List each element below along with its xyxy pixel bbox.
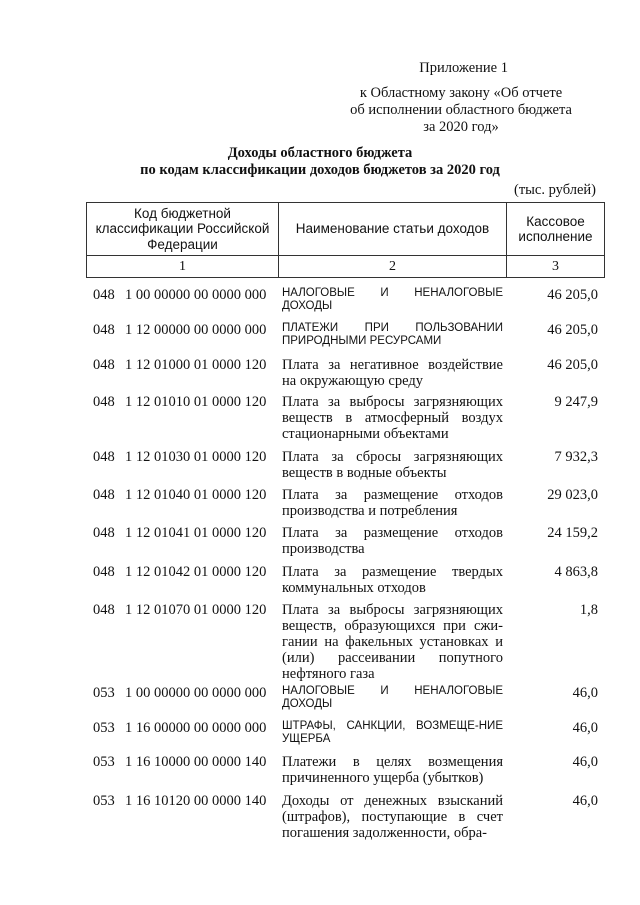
income-name: НАЛОГОВЫЕ И НЕНАЛОГОВЫЕ ДОХОДЫ <box>282 685 503 710</box>
amount-value: 1,8 <box>579 602 598 618</box>
income-name: Плата за размещение твердых коммунальных отходов <box>282 564 503 596</box>
admin-code: 048 <box>93 357 115 373</box>
table-header <box>86 202 605 278</box>
amount-value: 9 247,9 <box>554 394 598 410</box>
amount-value: 46 205,0 <box>547 287 598 303</box>
income-code: 1 12 01000 01 0000 120 <box>125 357 267 373</box>
admin-code: 048 <box>93 394 115 410</box>
income-name: ШТРАФЫ, САНКЦИИ, ВОЗМЕЩЕ-НИЕ УЩЕРБА <box>282 720 503 745</box>
income-name: Плата за сбросы загрязняющих веществ в водные объекты <box>282 449 503 481</box>
income-code: 1 12 01010 01 0000 120 <box>125 394 267 410</box>
column-header-name: Наименование статьи доходов <box>279 203 507 256</box>
admin-code: 053 <box>93 685 115 701</box>
appendix-label: Приложение 1 <box>419 60 508 76</box>
admin-code: 053 <box>93 720 115 736</box>
admin-code: 048 <box>93 487 115 503</box>
admin-code: 048 <box>93 564 115 580</box>
income-name: Платежи в целях возмещения причиненного ущерба (убытков) <box>282 754 503 786</box>
income-code: 1 16 10000 00 0000 140 <box>125 754 267 770</box>
admin-code: 048 <box>93 322 115 338</box>
income-name: НАЛОГОВЫЕ И НЕНАЛОГОВЫЕ ДОХОДЫ <box>282 287 503 312</box>
income-code: 1 12 01042 01 0000 120 <box>125 564 267 580</box>
income-code: 1 00 00000 00 0000 000 <box>125 287 267 303</box>
income-code: 1 16 10120 00 0000 140 <box>125 793 267 809</box>
income-code: 1 12 01070 01 0000 120 <box>125 602 267 618</box>
law-line: об исполнении областного бюджета <box>350 102 572 118</box>
income-name: ПЛАТЕЖИ ПРИ ПОЛЬЗОВАНИИ ПРИРОДНЫМИ РЕСУРСАМИ <box>282 322 503 347</box>
law-line: за 2020 год» <box>423 119 499 135</box>
amount-value: 46,0 <box>572 754 598 770</box>
income-code: 1 00 00000 00 0000 000 <box>125 685 267 701</box>
column-number: 2 <box>279 256 507 278</box>
income-name: Плата за выбросы загрязняющих веществ в атмосферный воздух стационарными объектами <box>282 394 503 442</box>
amount-value: 46,0 <box>572 720 598 736</box>
income-name: Плата за негативное воздействие на окружающую среду <box>282 357 503 389</box>
title-line: по кодам классификации доходов бюджетов за 2020 год <box>140 162 500 178</box>
law-line: к Областному закону «Об отчете <box>359 85 563 101</box>
title-line: Доходы областного бюджета <box>227 145 413 161</box>
income-name: Плата за размещение отходов производства и потребления <box>282 487 503 519</box>
admin-code: 053 <box>93 793 115 809</box>
law-reference <box>330 85 592 136</box>
column-number: 1 <box>87 256 279 278</box>
income-code: 1 12 00000 00 0000 000 <box>125 322 267 338</box>
admin-code: 048 <box>93 602 115 618</box>
amount-value: 4 863,8 <box>554 564 598 580</box>
income-code: 1 12 01030 01 0000 120 <box>125 449 267 465</box>
income-code: 1 12 01040 01 0000 120 <box>125 487 267 503</box>
document-title <box>0 145 640 179</box>
income-name: Плата за выбросы загрязняющих веществ, образующихся при сжи-гании на факельных установках и (или) рассеивании попутного нефтяного газа <box>282 602 503 682</box>
income-name: Доходы от денежных взысканий (штрафов), поступающие в счет погашения задолженности, обра- <box>282 793 503 841</box>
amount-value: 46 205,0 <box>547 357 598 373</box>
admin-code: 048 <box>93 449 115 465</box>
amount-value: 46,0 <box>572 685 598 701</box>
column-number: 3 <box>507 256 605 278</box>
amount-value: 24 159,2 <box>547 525 598 541</box>
amount-value: 7 932,3 <box>554 449 598 465</box>
amount-value: 46 205,0 <box>547 322 598 338</box>
units-label: (тыс. рублей) <box>514 182 596 198</box>
income-code: 1 16 00000 00 0000 000 <box>125 720 267 736</box>
column-header-amount: Кассовое исполнение <box>507 203 605 256</box>
admin-code: 053 <box>93 754 115 770</box>
admin-code: 048 <box>93 287 115 303</box>
admin-code: 048 <box>93 525 115 541</box>
amount-value: 29 023,0 <box>547 487 598 503</box>
income-code: 1 12 01041 01 0000 120 <box>125 525 267 541</box>
column-header-code: Код бюджетной классификации Российской Федерации <box>87 203 279 256</box>
amount-value: 46,0 <box>572 793 598 809</box>
income-name: Плата за размещение отходов производства <box>282 525 503 557</box>
